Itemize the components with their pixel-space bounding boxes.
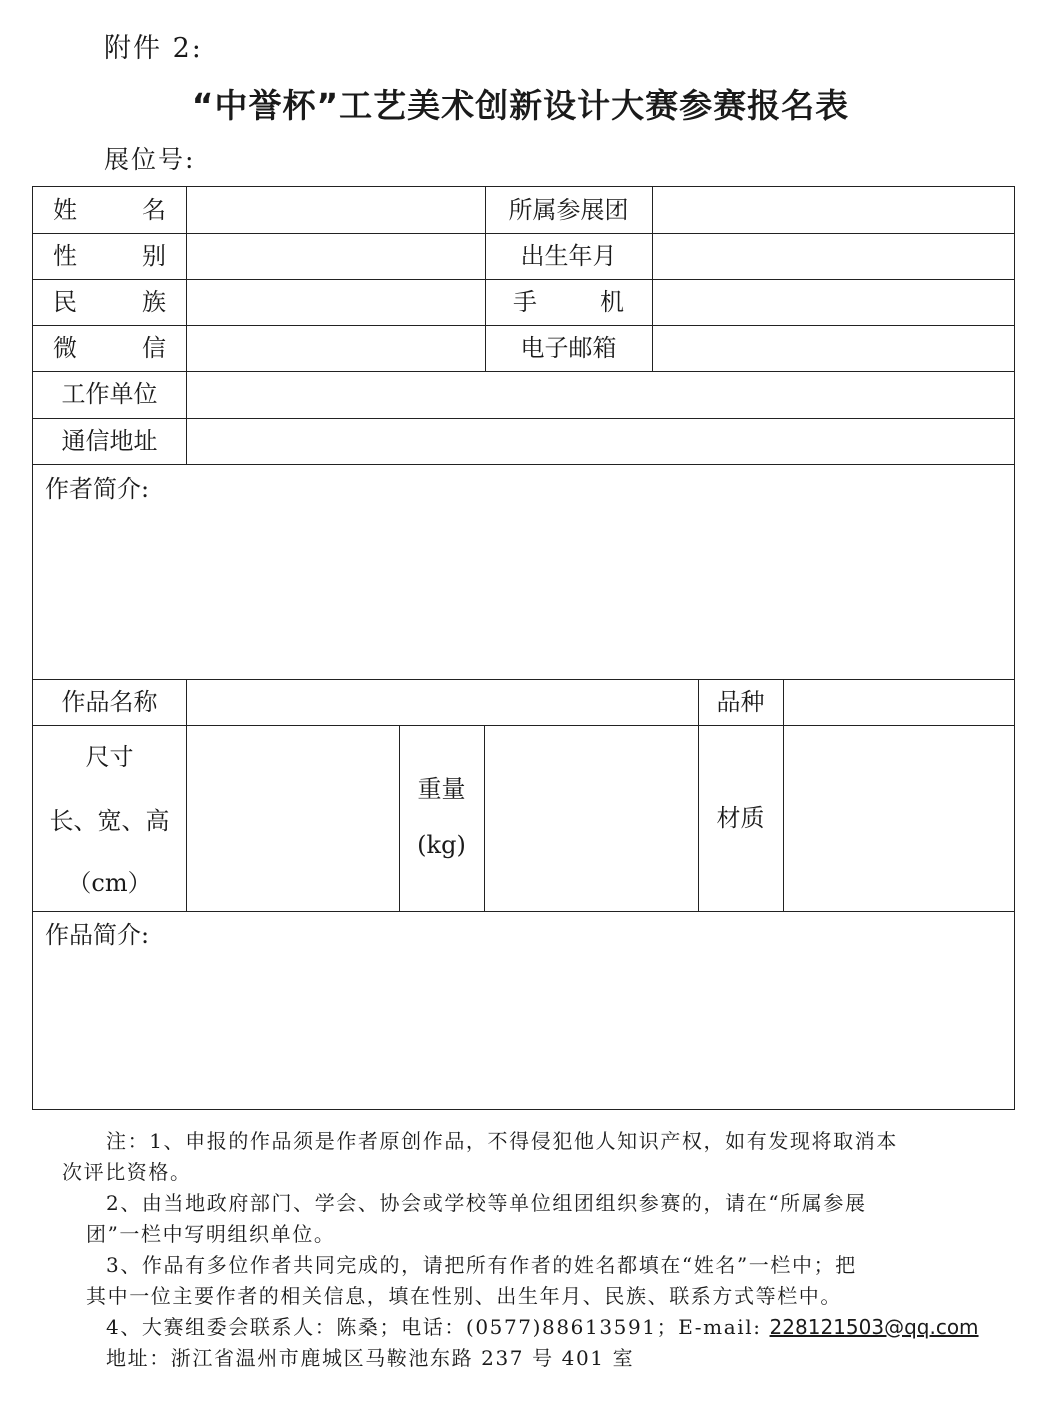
variety-input[interactable] — [783, 679, 1014, 725]
work-name-label: 作品名称 — [61, 688, 158, 716]
weight-input[interactable] — [484, 725, 698, 911]
material-input[interactable] — [783, 725, 1014, 911]
note-4 — [62, 1312, 1002, 1343]
variety-label: 品种 — [716, 688, 765, 716]
contact-email-link[interactable]: 228121503@qq.com — [769, 1315, 979, 1339]
gender-input[interactable] — [186, 233, 485, 279]
weight-label-line1: 重量 — [417, 775, 466, 803]
mobile-input[interactable] — [652, 279, 1014, 325]
name-label-text: 姓 名 — [53, 196, 166, 224]
page-title: “中誉杯”工艺美术创新设计大赛参赛报名表 — [191, 86, 850, 125]
gender-label: 性 别 — [53, 242, 166, 270]
name-input[interactable] — [186, 187, 485, 233]
email-input[interactable] — [652, 325, 1014, 371]
size-label-line3: （cm） — [67, 869, 152, 897]
weight-label-line2: (kg) — [417, 831, 466, 859]
note-2a: 2、由当地政府部门、学会、协会或学校等单位组团组织参赛的，请在“所属参展 — [106, 1191, 867, 1215]
attachment-label: 附件 2: — [104, 33, 203, 64]
wechat-label: 微 信 — [53, 334, 166, 362]
note-1a: 注：1、申报的作品须是作者原创作品，不得侵犯他人知识产权，如有发现将取消本 — [106, 1129, 898, 1153]
weight-label — [399, 725, 484, 911]
address-input[interactable] — [186, 418, 1014, 464]
note-4-text: 4、大赛组委会联系人：陈桑；电话：(0577)88613591；E-mail: — [106, 1315, 762, 1339]
note-address: 地址：浙江省温州市鹿城区马鞍池东路 237 号 401 室 — [106, 1346, 635, 1370]
note-2b: 团”一栏中写明组织单位。 — [86, 1222, 336, 1246]
work-unit-input[interactable] — [186, 371, 1014, 418]
work-unit-label: 工作单位 — [61, 380, 158, 408]
wechat-input[interactable] — [186, 325, 485, 371]
address-label: 通信地址 — [61, 427, 158, 455]
size-input[interactable] — [186, 725, 399, 911]
booth-number-label: 展位号: — [104, 145, 196, 174]
mobile-label: 手 机 — [513, 288, 624, 316]
group-label-text: 所属参展团 — [508, 196, 629, 224]
ethnicity-input[interactable] — [186, 279, 485, 325]
work-intro-label: 作品简介: — [45, 921, 150, 949]
author-intro-label: 作者简介: — [45, 475, 150, 503]
material-label: 材质 — [716, 804, 765, 832]
work-name-input[interactable] — [186, 679, 698, 725]
group-input[interactable] — [652, 187, 1014, 233]
form-frame — [32, 186, 1015, 1110]
size-label-line2: 长、宽、高 — [49, 807, 170, 835]
ethnicity-label: 民 族 — [53, 288, 166, 316]
note-1b: 次评比资格。 — [62, 1160, 192, 1184]
size-label — [33, 725, 186, 911]
work-intro-area[interactable] — [33, 911, 1014, 1109]
email-label: 电子邮箱 — [520, 334, 617, 362]
notes — [62, 1126, 1002, 1374]
size-label-line1: 尺寸 — [85, 743, 134, 771]
birth-input[interactable] — [652, 233, 1014, 279]
birth-label: 出生年月 — [520, 242, 617, 270]
note-3a: 3、作品有多位作者共同完成的，请把所有作者的姓名都填在“姓名”一栏中；把 — [106, 1253, 857, 1277]
note-3b: 其中一位主要作者的相关信息，填在性别、出生年月、民族、联系方式等栏中。 — [86, 1284, 842, 1308]
author-intro-area[interactable] — [33, 464, 1014, 679]
